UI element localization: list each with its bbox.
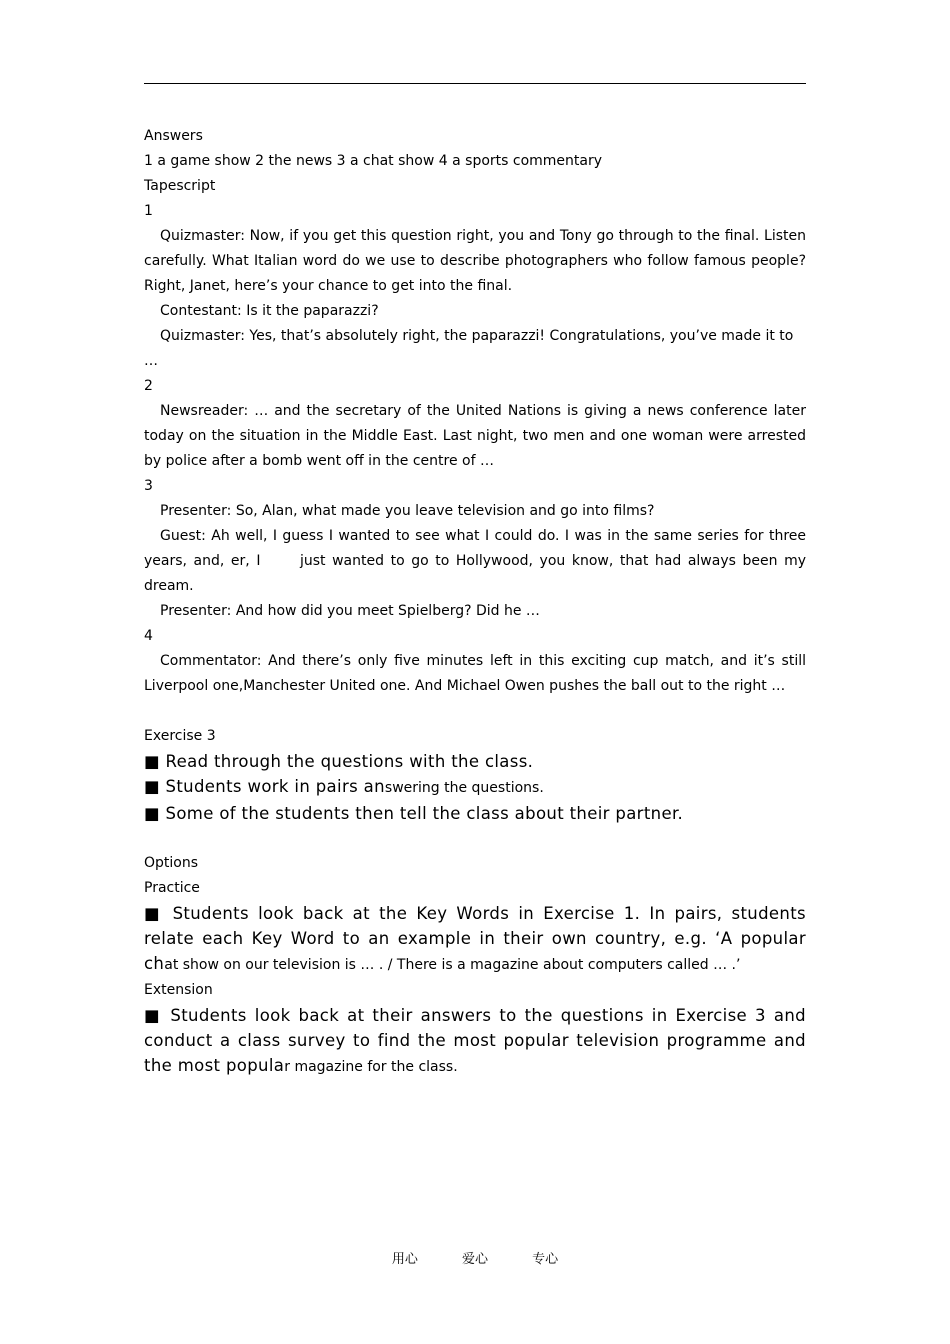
newsreader-line: Newsreader: … and the secretary of the United Nations is giving a news conference later today on the situation in the Middle East. Last night, two men and one woman were arrested by police after a bomb went off in the centre of … <box>144 403 806 469</box>
contestant-line: Contestant: Is it the paparazzi? <box>160 303 379 319</box>
practice-bullet-part-b: at show on our television is … . / There is a magazine about computers called … .’ <box>164 957 741 973</box>
practice-heading: Practice <box>144 880 200 896</box>
presenter-line-1: Presenter: So, Alan, what made you leave television and go into films? <box>160 503 655 519</box>
extension-heading: Extension <box>144 982 213 998</box>
footer-word-1: 用心 <box>391 1252 418 1267</box>
quizmaster-line-1: Quizmaster: Now, if you get this question right, you and Tony go through to the final. Listen carefully. What Italian word do we use to describe photographers who follow famous people? Right, Janet, here’s your chance to get into the final. <box>144 228 806 294</box>
footer-word-3: 专心 <box>532 1252 559 1267</box>
extension-bullet-part-b: r magazine for the class. <box>284 1059 458 1075</box>
section-number-3: 3 <box>144 478 153 494</box>
practice-bullet-part-a: ■ Students look back at the Key Words in Exercise 1. In pairs, students relate each Key Word to an example in their own country, e.g. ‘A popular ch <box>144 904 806 973</box>
footer-word-2: 爱心 <box>461 1252 488 1267</box>
exercise3-bullet-2-part-b: swering the questions. <box>384 780 544 796</box>
spacer <box>144 699 806 724</box>
commentator-line: Commentator: And there’s only five minutes left in this exciting cup match, and it’s still Liverpool one,Manchester United one. And Michael Owen pushes the ball out to the right … <box>144 653 806 694</box>
page-footer <box>0 1248 950 1267</box>
document-body <box>144 124 811 1080</box>
answers-heading: Answers <box>144 128 203 144</box>
header-rule <box>144 83 806 84</box>
presenter-line-2: Presenter: And how did you meet Spielberg? Did he … <box>160 603 540 619</box>
answers-text: 1 a game show 2 the news 3 a chat show 4 a sports commentary <box>144 153 603 169</box>
section-number-4: 4 <box>144 628 153 644</box>
quizmaster-line-2: Quizmaster: Yes, that’s absolutely right, the paparazzi! Congratulations, you’ve made it to … <box>144 328 794 369</box>
extension-bullet-part-a: ■ Students look back at their answers to the questions in Exercise 3 and conduct a class survey to find the most popular television programme and the most popula <box>144 1006 806 1075</box>
tapescript-heading: Tapescript <box>144 178 216 194</box>
section-number-2: 2 <box>144 378 153 394</box>
practice-bullet <box>144 901 806 978</box>
exercise3-bullet-2 <box>144 774 806 801</box>
spacer <box>144 826 806 851</box>
exercise3-bullet-2-part-a: ■ Students work in pairs an <box>144 777 385 796</box>
extension-bullet <box>144 1003 806 1080</box>
exercise3-heading: Exercise 3 <box>144 728 216 744</box>
exercise3-bullet-3: ■ Some of the students then tell the class about their partner. <box>144 804 684 823</box>
options-heading: Options <box>144 855 199 871</box>
section-number-1: 1 <box>144 203 153 219</box>
exercise3-bullet-1: ■ Read through the questions with the class. <box>144 752 534 771</box>
guest-line: Guest: Ah well, I guess I wanted to see what I could do. I was in the same series for three years, and, er, I just wanted to go to Hollywood, you know, that had always been my dream. <box>144 528 811 594</box>
